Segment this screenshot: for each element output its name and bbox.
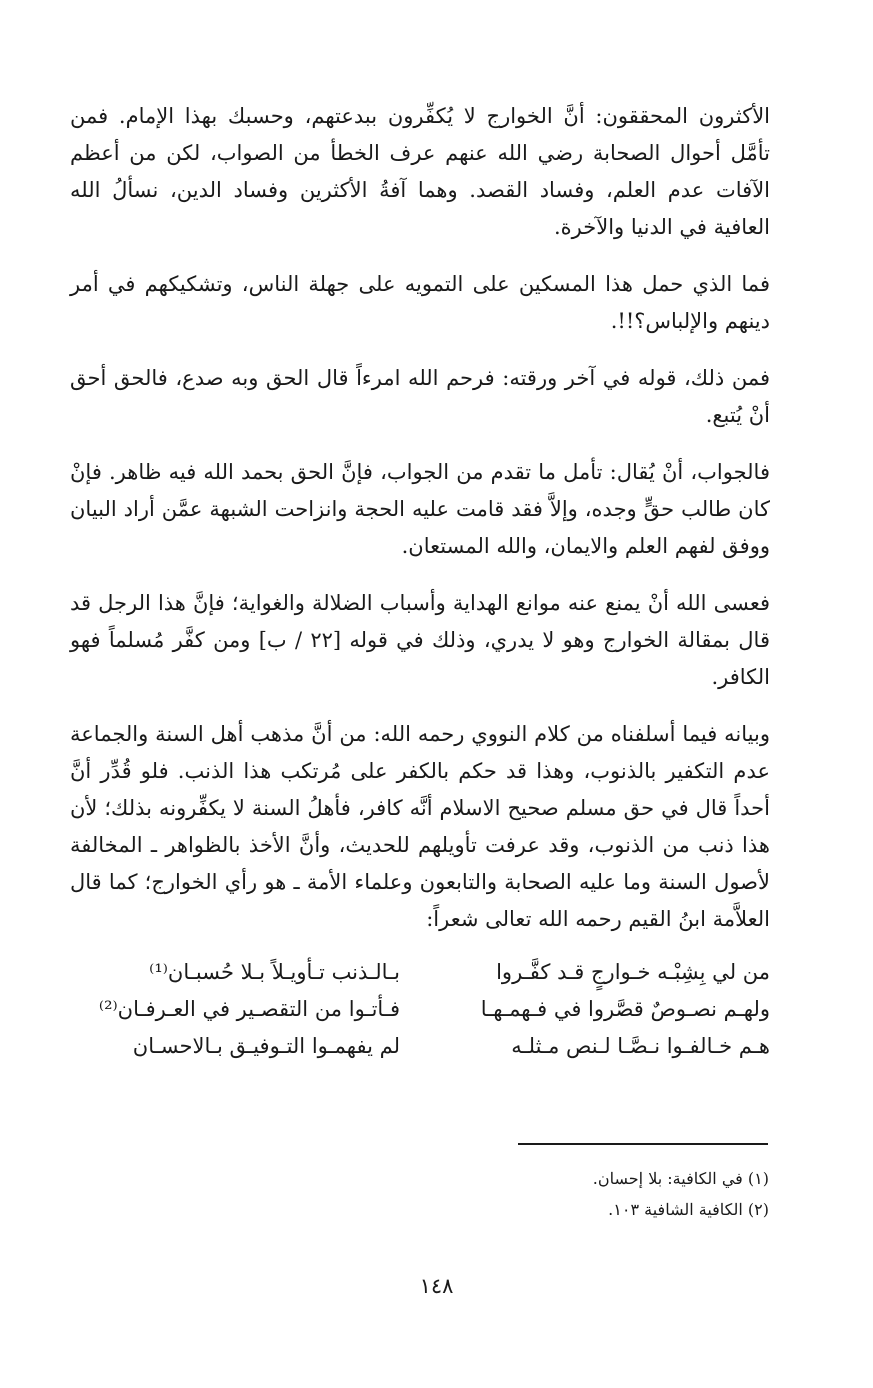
page-number: ١٤٨	[419, 1274, 454, 1298]
paragraph-3: فمن ذلك، قوله في آخر ورقته: فرحم الله امرءاً قال الحق وبه صدع، فالحق أحق أنْ يُتبع.	[70, 366, 770, 427]
footnotes	[369, 1163, 769, 1225]
paragraph-6: وبيانه فيما أسلفناه من كلام النووي رحمه الله: من أنَّ مذهب أهل السنة والجماعة عدم التكفير بالذنوب، وهذا قد حكم بالكفر على مُرتكب هذا الذنب. فلو قُدِّر أنَّ أحداً قال في حق مسلم صحيح الاسلام أنَّه كافر، فأهلُ السنة لا يكفِّرونه بذلك؛ لأن هذا ذنب من الذنوب، وقد عرفت تأويلهم للحديث، وأنَّ الأخذ بالظواهر ـ المخالفة لأصول السنة وما عليه الصحابة والتابعون وعلماء الأمة ـ هو رأي الخوارج؛ كما قال العلاَّمة ابنُ القيم رحمه الله تعالى شعراً:	[70, 722, 770, 931]
paragraph-1: الأكثرون المحققون: أنَّ الخوارج لا يُكفِّرون ببدعتهم، وحسبك بهذا الإمام. فمن تأمَّل أحوال الصحابة رضي الله عنهم عرف الخطأ من الصواب، لكن من أعظم الآفات عدم العلم، وفساد القصد. وهما آفةُ الأكثرين وفساد الدين، نسألُ الله العافية في الدنيا والآخرة.	[70, 104, 770, 239]
verse-second-hemistich: لم يفهمـوا التـوفيـق بـالاحسـان	[132, 1034, 400, 1058]
verse-first-hemistich: من لي بِشِبْـه خـوارجٍ قـد كفَّـروا	[496, 960, 770, 984]
poem	[70, 954, 770, 1065]
paragraph-2: فما الذي حمل هذا المسكين على التمويه على جهلة الناس، وتشكيكهم في أمر دينهم والإلباس؟!!.	[70, 272, 770, 333]
verse-first-hemistich: هـم خـالفـوا نـصَّـا لـنص مـثلـه	[511, 1034, 770, 1058]
page-body	[70, 98, 770, 1065]
footnote-1: (١) في الكافية: بلا إحسان.	[592, 1169, 769, 1188]
footnote-separator	[518, 1143, 768, 1145]
verse-second-hemistich: بـالـذنب تـأويـلاً بـلا حُسبـان⁽¹⁾	[149, 960, 400, 984]
poem-verse-2	[70, 991, 770, 1028]
poem-verse-1	[70, 954, 770, 991]
poem-verse-3	[70, 1028, 770, 1065]
paragraph-5: فعسى الله أنْ يمنع عنه موانع الهداية وأسباب الضلالة والغواية؛ فإنَّ هذا الرجل قد قال بمقالة الخوارج وهو لا يدري، وذلك في قوله [٢٢ / ب] ومن كفَّر مُسلماً فهو الكافر.	[70, 591, 770, 689]
verse-second-hemistich: فـأتـوا من التقصـير في العـرفـان⁽²⁾	[98, 997, 400, 1021]
paragraph-4: فالجواب، أنْ يُقال: تأمل ما تقدم من الجواب، فإنَّ الحق بحمد الله فيه ظاهر. فإنْ كان طالب حقٍّ وجده، وإلاَّ فقد قامت عليه الحجة وانزاحت الشبهة عمَّن أراد البيان ووفق لفهم العلم والايمان، والله المستعان.	[70, 460, 770, 558]
footnote-2: (٢) الكافية الشافية ١٠٣.	[608, 1200, 769, 1219]
verse-first-hemistich: ولهـم نصـوصٌ قصَّروا في فـهمـهـا	[480, 997, 770, 1021]
